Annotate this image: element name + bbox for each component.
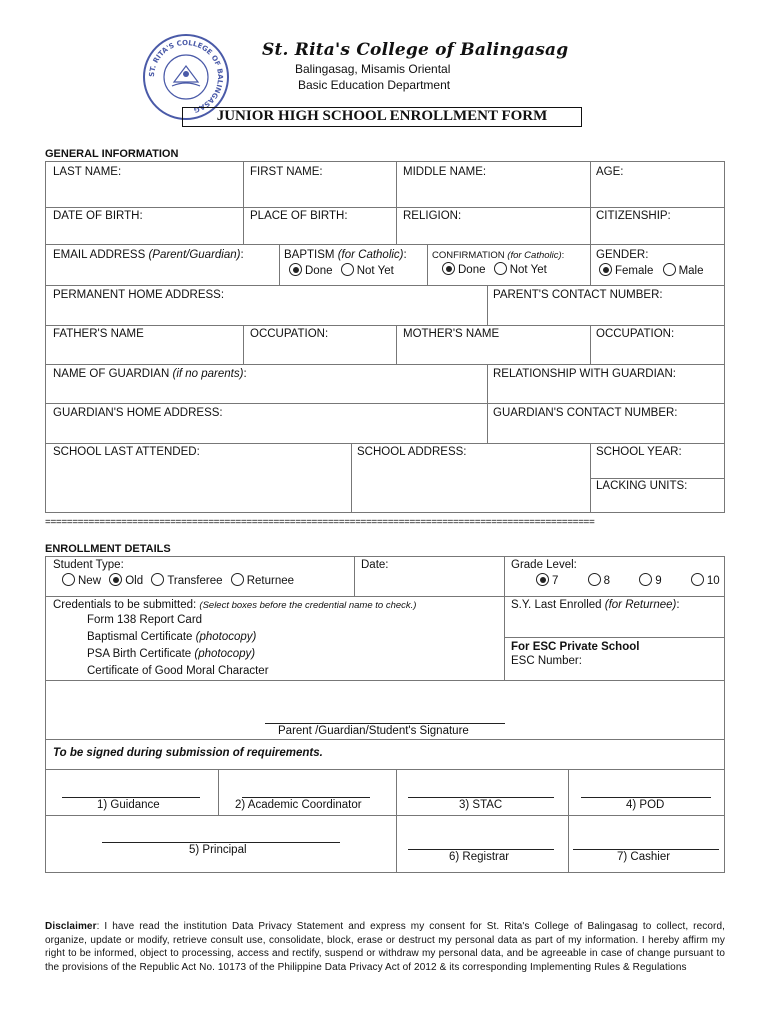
mother-name-label: MOTHER'S NAME [403,328,500,340]
sig-principal: 5) Principal [189,844,247,856]
baptism-label: BAPTISM (for Catholic): [284,249,407,261]
department-name: Basic Education Department [298,78,451,92]
grade-7-label: 7 [552,575,559,587]
middle-name-label: MIDDLE NAME: [403,166,487,178]
disclaimer [45,920,725,974]
school-address-label: SCHOOL ADDRESS: [357,446,467,458]
grade-9-label: 9 [655,575,662,587]
sig-academic-coordinator: 2) Academic Coordinator [235,799,362,811]
general-info-table [45,161,725,513]
general-info-title: GENERAL INFORMATION [45,148,179,160]
gender-male-radio[interactable] [663,263,676,276]
baptism-done-label: Done [305,265,333,277]
baptism-options [289,263,394,277]
religion-label: RELIGION: [403,210,462,222]
credential-form138[interactable]: Form 138 Report Card [87,614,203,626]
guardian-contact-label: GUARDIAN'S CONTACT NUMBER: [493,407,678,419]
confirmation-notyet-radio[interactable] [494,262,507,275]
mother-occupation-label: OCCUPATION: [596,328,675,340]
credential-baptismal[interactable]: Baptismal Certificate (photocopy) [87,631,257,643]
gender-options [599,263,704,277]
grade-8-radio[interactable] [588,573,601,586]
guardian-name-label: NAME OF GUARDIAN (if no parents): [53,368,247,380]
email-label: EMAIL ADDRESS (Parent/Guardian): [53,249,244,261]
gender-label: GENDER: [596,249,649,261]
confirmation-notyet-label: Not Yet [509,264,547,276]
citizenship-label: CITIZENSHIP: [596,210,671,222]
credentials-label: Credentials to be submitted: (Select boxes before the credential name to check.) [53,599,417,611]
type-old-label: Old [125,575,144,587]
lacking-units-label: LACKING UNITS: [596,480,688,492]
sig-stac: 3) STAC [459,799,503,811]
home-address-label: PERMANENT HOME ADDRESS: [53,289,225,301]
relationship-label: RELATIONSHIP WITH GUARDIAN: [493,368,676,380]
svg-text:ST. RITA'S COLLEGE OF BALINGAS: ST. RITA'S COLLEGE OF BALINGASAG [147,38,225,115]
disclaimer-text: : I have read the institution Data Privacy Statement and express my consent for St. Rita's College of Balingasag to collect, record, organize, update or modify, retrieve consult use, consolidate, block, erase or destruct my personal data as part of my information. I hereby affirm my right to be informed, object to processing, access and rectify, suspend or withdraw my personal data, and be agreeable in case of change pursuant to the provisions of the Republic Act No. 10173 of the Philippine Data Privacy Act of 2012 & its corresponding Implementing Rules & Regulations [45,921,725,973]
gender-female-label: Female [615,265,654,277]
last-name-label: LAST NAME: [53,166,122,178]
credential-psa[interactable]: PSA Birth Certificate (photocopy) [87,648,256,660]
type-new-label: New [78,575,102,587]
guardian-address-label: GUARDIAN'S HOME ADDRESS: [53,407,223,419]
type-old-radio[interactable] [109,573,122,586]
credential-good-moral[interactable]: Certificate of Good Moral Character [87,665,269,677]
grade-level-label: Grade Level: [511,559,577,571]
signature-label: Parent /Guardian/Student's Signature [278,725,469,737]
enrollment-table [45,556,725,873]
confirmation-label: CONFIRMATION (for Catholic): [432,250,565,261]
grade-level-options [536,573,720,587]
first-name-label: FIRST NAME: [250,166,323,178]
type-transferee-label: Transferee [167,575,223,587]
gender-female-radio[interactable] [599,263,612,276]
sig-cashier: 7) Cashier [617,851,671,863]
confirmation-options [442,262,547,276]
grade-10-label: 10 [706,575,720,587]
type-returnee-radio[interactable] [231,573,244,586]
confirmation-done-radio[interactable] [442,262,455,275]
sig-guidance: 1) Guidance [97,799,160,811]
esc-title: For ESC Private School [511,641,640,653]
type-transferee-radio[interactable] [151,573,164,586]
grade-10-radio[interactable] [691,573,704,586]
enrollment-details-title: ENROLLMENT DETAILS [45,543,171,555]
grade-9-radio[interactable] [639,573,652,586]
sig-registrar: 6) Registrar [449,851,510,863]
school-address: Balingasag, Misamis Oriental [295,62,451,76]
section-separator: ===================================================================================================== [45,517,595,528]
seal-emblem-icon [145,36,227,118]
school-name: St. Rita's College of Balingasag [262,40,569,60]
parent-contact-label: PARENT'S CONTACT NUMBER: [493,289,663,301]
type-new-radio[interactable] [62,573,75,586]
father-name-label: FATHER'S NAME [53,328,144,340]
to-be-signed-note: To be signed during submission of requirements. [53,747,323,759]
pob-label: PLACE OF BIRTH: [250,210,348,222]
school-year-label: SCHOOL YEAR: [596,446,682,458]
student-type-label: Student Type: [53,559,124,571]
baptism-notyet-label: Not Yet [356,265,394,277]
confirmation-done-label: Done [458,264,486,276]
dob-label: DATE OF BIRTH: [53,210,143,222]
grade-7-radio[interactable] [536,573,549,586]
sy-last-enrolled-label: S.Y. Last Enrolled (for Returnee): [511,599,680,611]
date-label: Date: [361,559,389,571]
father-occupation-label: OCCUPATION: [250,328,329,340]
student-type-options [62,573,294,587]
gender-male-label: Male [678,265,704,277]
type-returnee-label: Returnee [246,575,295,587]
school-last-label: SCHOOL LAST ATTENDED: [53,446,200,458]
form-title: JUNIOR HIGH SCHOOL ENROLLMENT FORM [182,107,582,127]
sig-pod: 4) POD [626,799,665,811]
baptism-notyet-radio[interactable] [341,263,354,276]
esc-number-label: ESC Number: [511,655,582,667]
grade-8-label: 8 [603,575,611,587]
baptism-done-radio[interactable] [289,263,302,276]
disclaimer-label: Disclaimer [45,921,97,932]
age-label: AGE: [596,166,624,178]
